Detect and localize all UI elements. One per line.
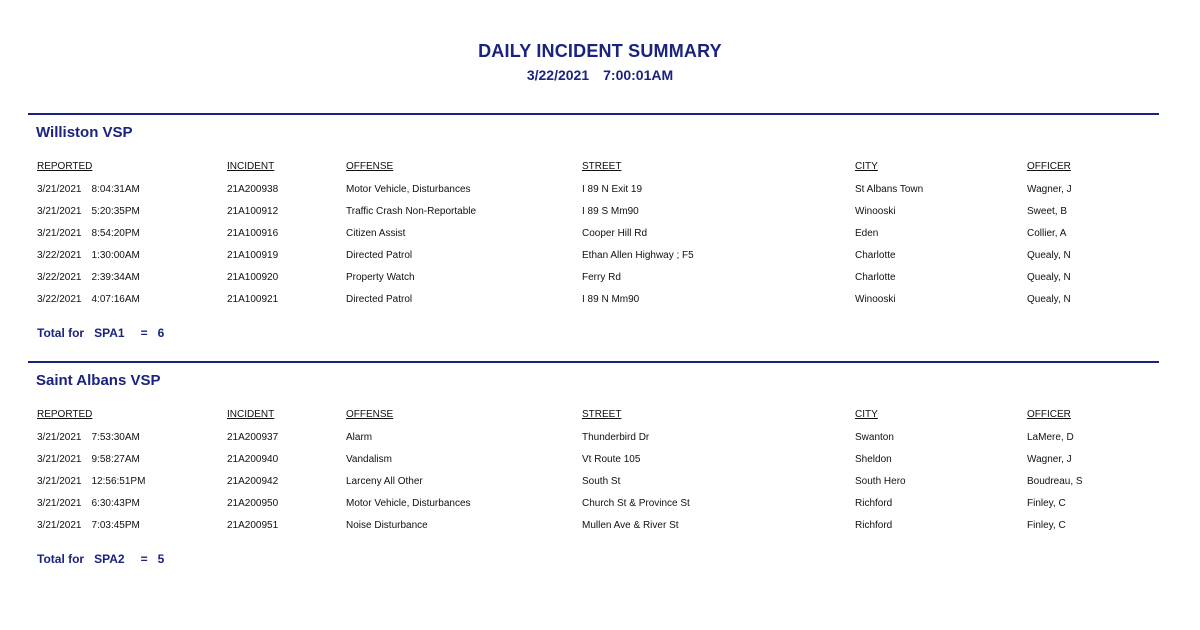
cell-officer: Finley, C [1027, 498, 1066, 509]
cell-street: I 89 S Mm90 [582, 206, 639, 217]
cell-offense: Directed Patrol [346, 294, 413, 305]
cell-street: Mullen Ave & River St [582, 520, 679, 531]
cell-incident: 21A200951 [227, 520, 279, 531]
cell-reported: 3/21/2021 8:54:20PM [37, 228, 140, 239]
cell-street: Ethan Allen Highway ; F5 [582, 250, 694, 261]
header-street: STREET [582, 161, 622, 172]
cell-incident: 21A200937 [227, 432, 279, 443]
cell-street: Thunderbird Dr [582, 432, 650, 443]
cell-city: Eden [855, 228, 879, 239]
cell-city: Winooski [855, 294, 896, 305]
cell-street: I 89 N Mm90 [582, 294, 640, 305]
cell-city: Richford [855, 520, 893, 531]
header-offense: OFFENSE [346, 409, 394, 420]
cell-offense: Noise Disturbance [346, 520, 428, 531]
cell-city: Charlotte [855, 250, 896, 261]
header-reported: REPORTED [37, 161, 93, 172]
cell-offense: Traffic Crash Non-Reportable [346, 206, 477, 217]
cell-reported: 3/21/2021 6:30:43PM [37, 498, 140, 509]
header-incident: INCIDENT [227, 409, 275, 420]
section-title-saint-albans: Saint Albans VSP [36, 372, 161, 389]
cell-reported: 3/22/2021 4:07:16AM [37, 294, 140, 305]
cell-street: Cooper Hill Rd [582, 228, 648, 239]
cell-street: Vt Route 105 [582, 454, 641, 465]
cell-offense: Motor Vehicle, Disturbances [346, 184, 471, 195]
report-date: 3/22/2021 [526, 67, 590, 83]
header-offense: OFFENSE [346, 161, 394, 172]
cell-city: South Hero [855, 476, 906, 487]
cell-incident: 21A200938 [227, 184, 279, 195]
header-reported: REPORTED [37, 409, 93, 420]
cell-city: Richford [855, 498, 893, 509]
report-datetime [0, 67, 1200, 83]
cell-city: Sheldon [855, 454, 892, 465]
cell-reported: 3/21/2021 5:20:35PM [37, 206, 140, 217]
cell-street: Church St & Province St [582, 498, 690, 509]
cell-offense: Alarm [346, 432, 373, 443]
header-incident: INCIDENT [227, 161, 275, 172]
cell-officer: Collier, A [1027, 228, 1067, 239]
report-title: DAILY INCIDENT SUMMARY [478, 41, 722, 61]
cell-city: Charlotte [855, 272, 896, 283]
cell-incident: 21A100921 [227, 294, 279, 305]
section-divider [28, 361, 1159, 363]
cell-officer: Quealy, N [1027, 294, 1071, 305]
cell-officer: Finley, C [1027, 520, 1066, 531]
header-street: STREET [582, 409, 622, 420]
cell-offense: Property Watch [346, 272, 415, 283]
header-city: CITY [855, 161, 878, 172]
cell-officer: Quealy, N [1027, 272, 1071, 283]
section-total-spa2: Total for SPA2 = 5 [37, 552, 165, 566]
cell-offense: Citizen Assist [346, 228, 406, 239]
cell-incident: 21A200940 [227, 454, 279, 465]
cell-officer: LaMere, D [1027, 432, 1074, 443]
cell-incident: 21A100919 [227, 250, 279, 261]
cell-street: South St [582, 476, 621, 487]
cell-officer: Wagner, J [1027, 184, 1072, 195]
report-time: 7:00:01AM [603, 67, 674, 83]
cell-incident: 21A100920 [227, 272, 279, 283]
cell-reported: 3/21/2021 8:04:31AM [37, 184, 140, 195]
cell-officer: Boudreau, S [1027, 476, 1083, 487]
cell-reported: 3/21/2021 7:03:45PM [37, 520, 140, 531]
cell-reported: 3/21/2021 9:58:27AM [37, 454, 140, 465]
cell-offense: Motor Vehicle, Disturbances [346, 498, 471, 509]
cell-reported: 3/21/2021 7:53:30AM [37, 432, 140, 443]
cell-reported: 3/21/2021 12:56:51PM [37, 476, 146, 487]
cell-officer: Quealy, N [1027, 250, 1071, 261]
cell-incident: 21A100916 [227, 228, 279, 239]
cell-reported: 3/22/2021 1:30:00AM [37, 250, 140, 261]
cell-offense: Directed Patrol [346, 250, 413, 261]
cell-city: Winooski [855, 206, 896, 217]
cell-incident: 21A200942 [227, 476, 279, 487]
cell-officer: Wagner, J [1027, 454, 1072, 465]
cell-incident: 21A200950 [227, 498, 279, 509]
section-divider [28, 113, 1159, 115]
header-officer: OFFICER [1027, 409, 1071, 420]
cell-reported: 3/22/2021 2:39:34AM [37, 272, 140, 283]
section-title-williston: Williston VSP [36, 124, 133, 141]
cell-city: Swanton [855, 432, 894, 443]
header-officer: OFFICER [1027, 161, 1071, 172]
section-total-spa1: Total for SPA1 = 6 [37, 326, 165, 340]
cell-offense: Vandalism [346, 454, 392, 465]
cell-street: Ferry Rd [582, 272, 621, 283]
cell-offense: Larceny All Other [346, 476, 423, 487]
cell-street: I 89 N Exit 19 [582, 184, 643, 195]
cell-incident: 21A100912 [227, 206, 279, 217]
cell-city: St Albans Town [855, 184, 924, 195]
cell-officer: Sweet, B [1027, 206, 1068, 217]
header-city: CITY [855, 409, 878, 420]
